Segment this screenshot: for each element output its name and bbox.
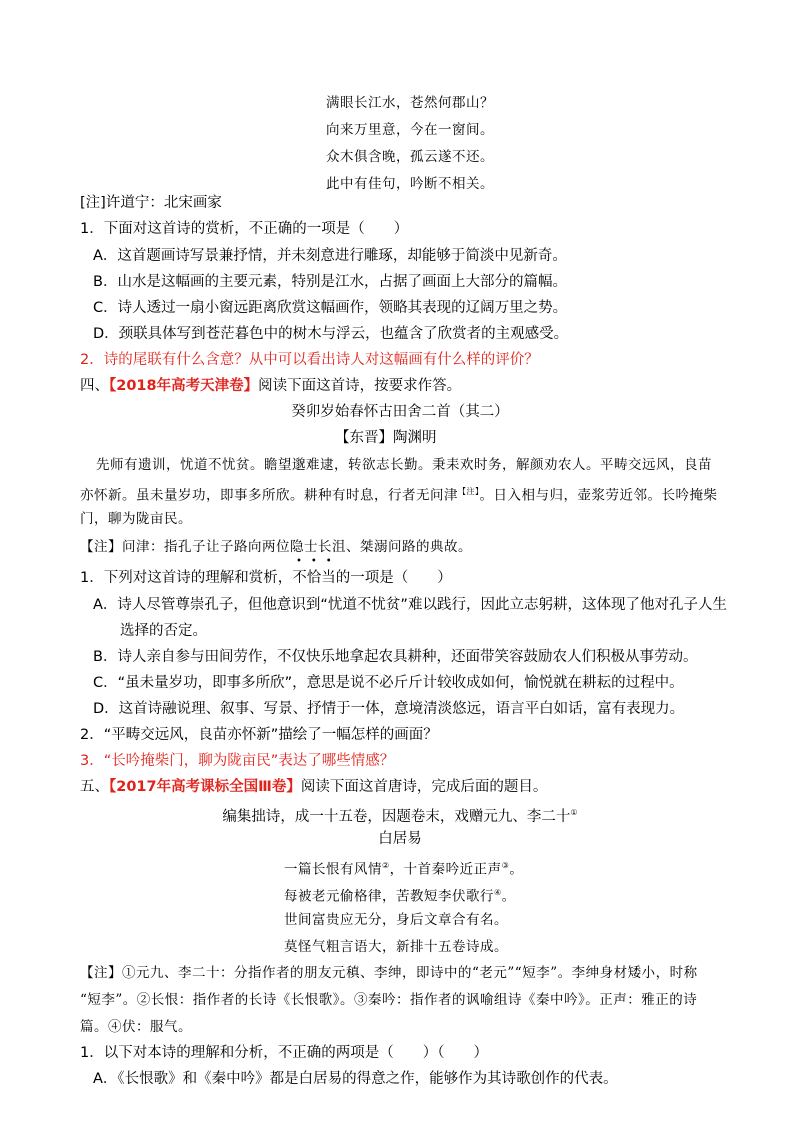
instruction: 阅读下面这首诗，按要求作答。 — [258, 378, 462, 394]
poem-line: 满眼长江水，苍然何郡山？ — [326, 95, 494, 111]
poem-line: 众木俱含晚，孤云遂不还。 — [326, 149, 494, 165]
footnote-mark: 【注】 — [458, 487, 480, 496]
option-d: D．颈联具体写到苍茫暮色中的树木与浮云，也蕴含了欣赏者的主观感受。 — [93, 326, 569, 342]
poem-text-line: 门，聊为陇亩民。 — [80, 511, 192, 527]
poem-title: 癸卯岁始春怀古田舍二首（其二） — [291, 404, 509, 420]
option-a: A．诗人尽管尊崇孔子，但他意识到“忧道不忧贫”难以践行，因此立志躬耕，这体现了他对孔子人生 — [93, 597, 727, 613]
question-stem: 1．以下对本诗的理解和分析，不正确的两项是（ ）（ ） — [80, 1045, 488, 1061]
footnote-mark: ① — [570, 808, 578, 817]
poem-line: 每被老元偷格律，苦教短李伏歌行④。 — [284, 888, 516, 905]
note: 【注】问津：指孔子让子路向两位隐士长沮、桀溺问路的典故。 — [80, 539, 472, 555]
option-a-cont: 选择的否定。 — [120, 623, 207, 639]
section-heading — [80, 376, 461, 396]
question-stem: 1．下列对这首诗的理解和赏析，不恰当的一项是（ ） — [80, 570, 452, 586]
option-b: B．诗人亲自参与田间劳作，不仅快乐地拿起农具耕种，还面带笑容鼓励农人们积极从事劳动。 — [93, 649, 698, 665]
section-heading — [80, 777, 547, 797]
exam-source: 【2018年高考天津卷】 — [109, 378, 259, 394]
question-stem: 1．下面对这首诗的赏析，不正确的一项是（ ） — [80, 221, 409, 237]
question-2: 2．“平畴交远风，良苗亦怀新”描绘了一幅怎样的画面？ — [80, 727, 438, 743]
option-d: D．这首诗融说理、叙事、写景、抒情于一体，意境清淡悠远，语言平白如话，富有表现力。 — [93, 701, 685, 717]
exam-source: 【2017年高考课标全国Ⅲ卷】 — [109, 779, 301, 795]
poem-text-line: 先师有遗训，忧道不忧贫。瞻望邈难逮，转欲志长勤。秉耒欢时务，解颜劝农人。平畴交远风，良苗 — [96, 457, 712, 473]
poem-line: 一篇长恨有风情②，十首秦吟近正声③。 — [284, 861, 524, 878]
note: 篇。④伏：服气。 — [80, 1019, 192, 1035]
section-prefix: 五、 — [80, 779, 109, 795]
poem-line: 向来万里意，今在一窗间。 — [326, 122, 494, 138]
emphasis-dots: ••• — [296, 556, 341, 567]
section-prefix: 四、 — [80, 378, 109, 394]
poem-text-line: 亦怀新。虽未量岁功，即事多所欣。耕种有时息，行者无问津$^{【注】}$。日入相与归，壶浆劳近邻。长吟掩柴 — [80, 487, 718, 504]
poem-line: 莫怪气粗言语大，新排十五卷诗成。 — [284, 939, 508, 955]
poem-line: 世间富贵应无分，身后文章合有名。 — [284, 912, 508, 928]
question-3: 3．“长吟掩柴门，聊为陇亩民”表达了哪些情感？ — [80, 753, 395, 769]
option-c: C．诗人透过一扇小窗远距离欣赏这幅画作，领略其表现的辽阔万里之势。 — [93, 300, 568, 316]
poem-title: 编集拙诗，成一十五卷，因题卷末，戏赠元九、李二十① — [222, 808, 578, 825]
poem-author: 白居易 — [378, 831, 422, 847]
note: [注]许道宁：北宋画家 — [80, 195, 222, 211]
instruction: 阅读下面这首唐诗，完成后面的题目。 — [300, 779, 548, 795]
question-2: 2．诗的尾联有什么含意？从中可以看出诗人对这幅画有什么样的评价？ — [80, 352, 539, 368]
option-b: B．山水是这幅画的主要元素，特别是江水，占据了画面上大部分的篇幅。 — [93, 274, 567, 290]
option-c: C．“虽未量岁功，即事多所欣”，意思是说不必斤斤计较收成如何，愉悦就在耕耘的过程中。 — [93, 675, 684, 691]
poem-author: 【东晋】陶渊明 — [335, 430, 437, 446]
option-a: A．《长恨歌》和《秦中吟》都是白居易的得意之作，能够作为其诗歌创作的代表。 — [93, 1071, 618, 1087]
note: 【注】①元九、李二十：分指作者的朋友元稹、李绅，即诗中的“老元”“短李”。李绅身材矮小，时称 — [80, 965, 698, 981]
poem-line: 此中有佳句，吟断不相关。 — [326, 176, 494, 192]
note: “短李”。②长恨：指作者的长诗《长恨歌》。③秦吟：指作者的讽喻组诗《秦中吟》。正声：雅正的诗 — [80, 992, 698, 1008]
option-a: A．这首题画诗写景兼抒情，并未刻意进行雕琢，却能够于简淡中见新奇。 — [93, 248, 567, 264]
